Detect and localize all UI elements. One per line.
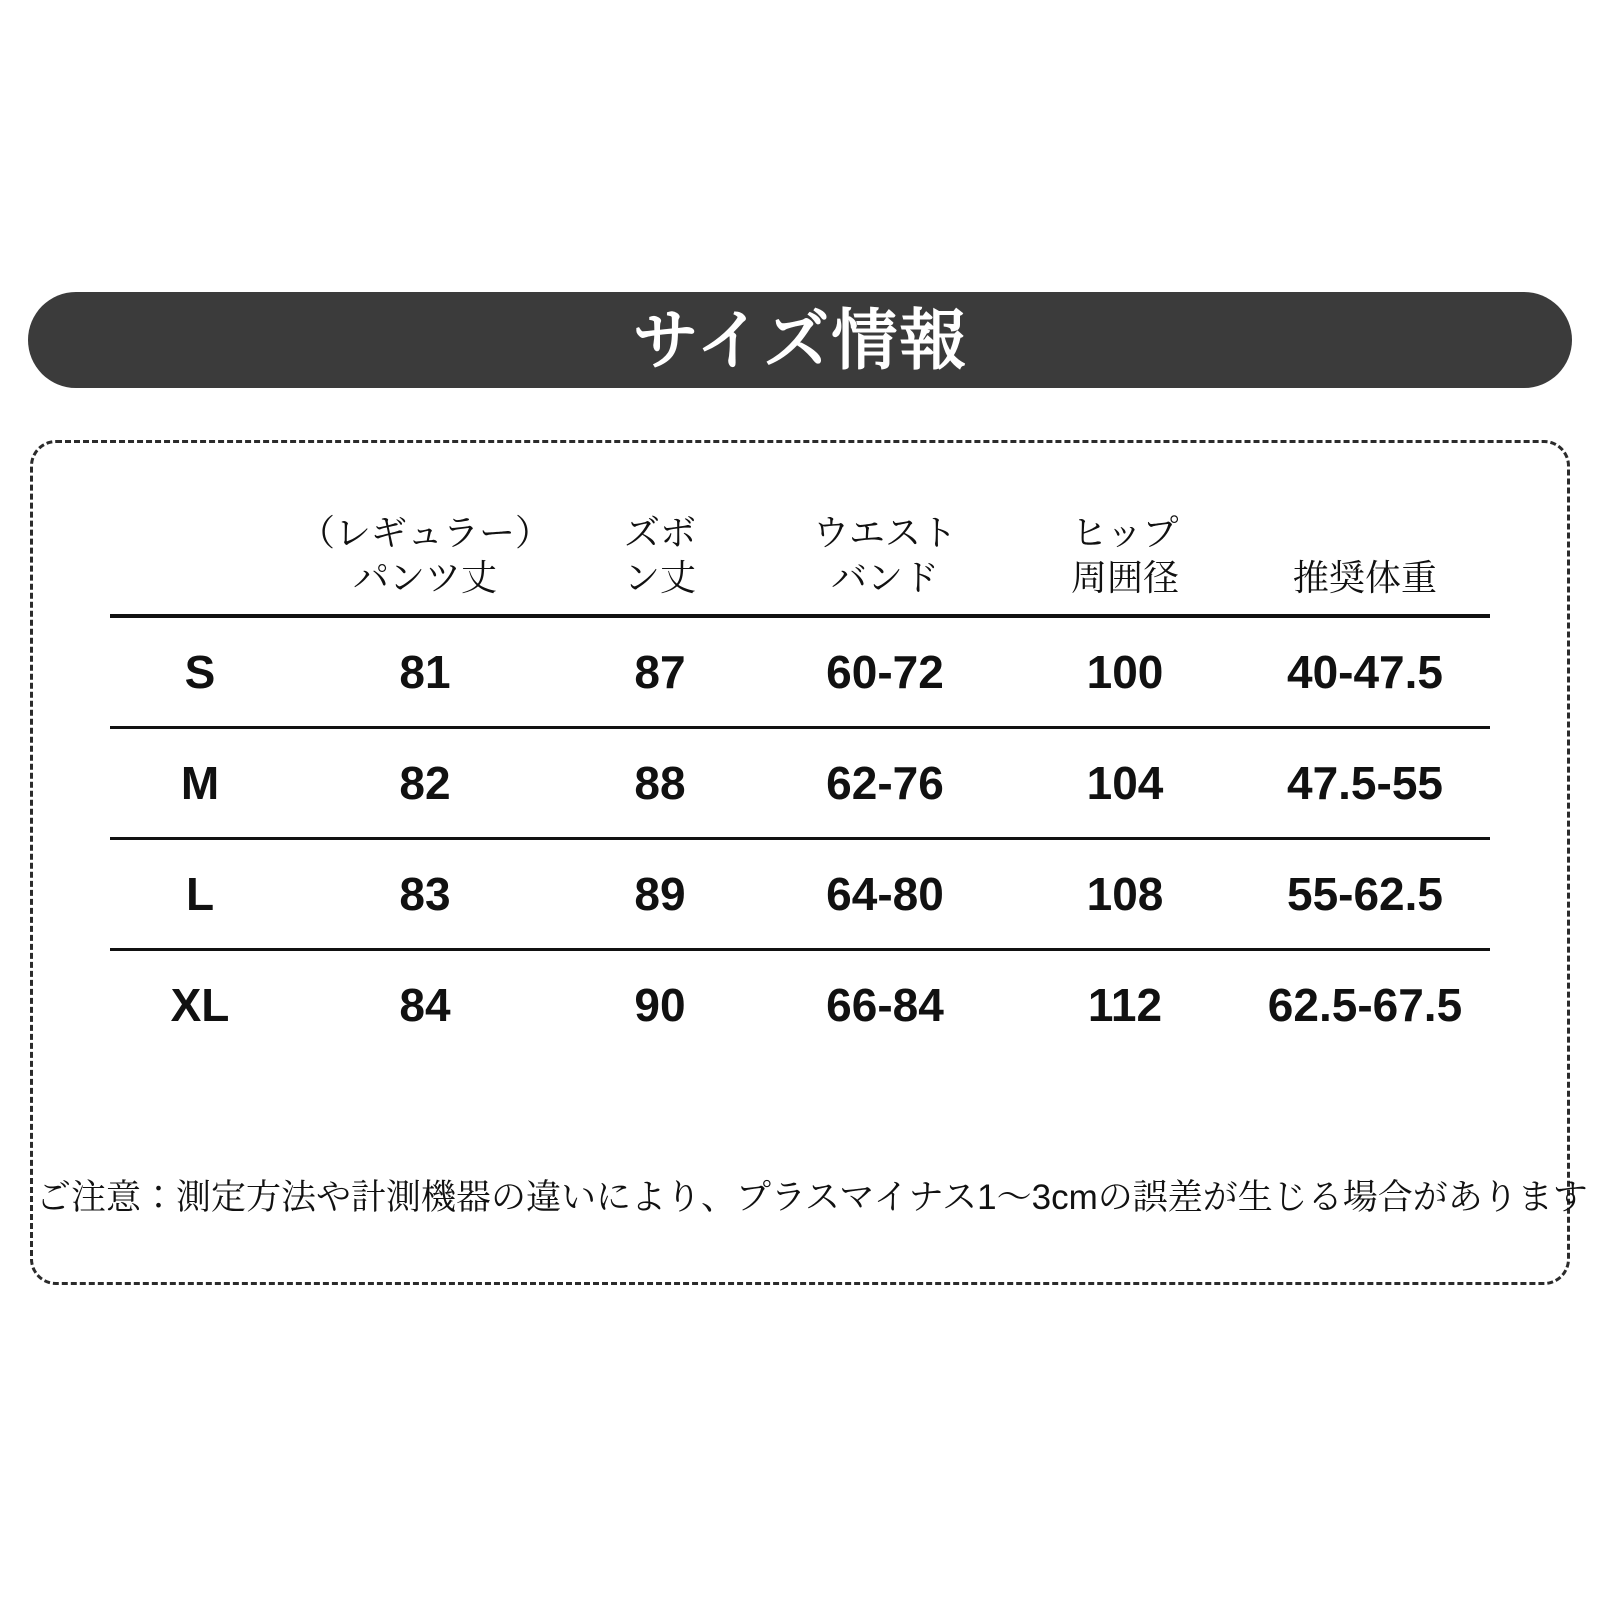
cell-recommended-weight: 47.5-55 [1286,757,1443,809]
size-table [110,510,1490,1059]
column-header-trouser-length-line1: ズボ [623,512,696,553]
cell-pants-length: 81 [399,646,451,698]
cell-waistband: 66-84 [826,979,944,1031]
column-header-hip-line1: ヒップ [1071,512,1179,553]
cell-hip: 112 [1087,979,1163,1031]
cell-trouser-length: 88 [634,757,686,809]
column-header-hip-line2: 周囲径 [1070,557,1179,598]
cell-trouser-length: 87 [634,646,686,698]
cell-recommended-weight: 55-62.5 [1286,868,1443,920]
cell-trouser-length: 90 [634,979,686,1031]
table-row [110,616,1490,728]
column-header-trouser-length [560,510,760,616]
cell-hip: 100 [1086,646,1164,698]
table-row [110,839,1490,950]
column-header-size [110,510,290,616]
table-row [110,950,1490,1060]
column-header-pants-length [290,510,560,616]
cell-trouser-length: 89 [634,868,686,920]
cell-waistband: 62-76 [826,757,944,809]
cell-size: M [180,757,220,809]
cell-recommended-weight: 62.5-67.5 [1267,979,1463,1031]
cell-size: S [184,646,216,698]
cell-waistband: 64-80 [826,868,944,920]
cell-waistband: 60-72 [826,646,944,698]
column-header-recommended-weight-line1: 推奨体重 [1292,557,1437,598]
cell-size: XL [170,979,230,1031]
size-info-banner [28,292,1572,388]
column-header-pants-length-line1: （レギュラー） [298,512,551,553]
column-header-trouser-length-line2: ン丈 [623,557,696,598]
cell-recommended-weight: 40-47.5 [1286,646,1443,698]
table-header-row [110,510,1490,616]
column-header-waistband [760,510,1010,616]
page-title: サイズ情報 [632,303,968,377]
column-header-waistband-line2: バンド [830,557,939,598]
table-row [110,728,1490,839]
cell-pants-length: 84 [399,979,451,1031]
cell-size: L [185,868,215,920]
measurement-note: ご注意：測定方法や計測機器の違いにより、プラスマイナス1〜3cmの誤差が生じる場合があります [36,1178,1588,1217]
cell-pants-length: 82 [399,757,451,809]
column-header-waistband-line1: ウエスト [812,512,957,553]
column-header-recommended-weight [1240,510,1490,616]
column-header-hip [1010,510,1240,616]
cell-pants-length: 83 [399,868,451,920]
cell-hip: 104 [1086,757,1164,809]
column-header-pants-length-line2: パンツ丈 [352,557,497,598]
cell-hip: 108 [1086,868,1164,920]
